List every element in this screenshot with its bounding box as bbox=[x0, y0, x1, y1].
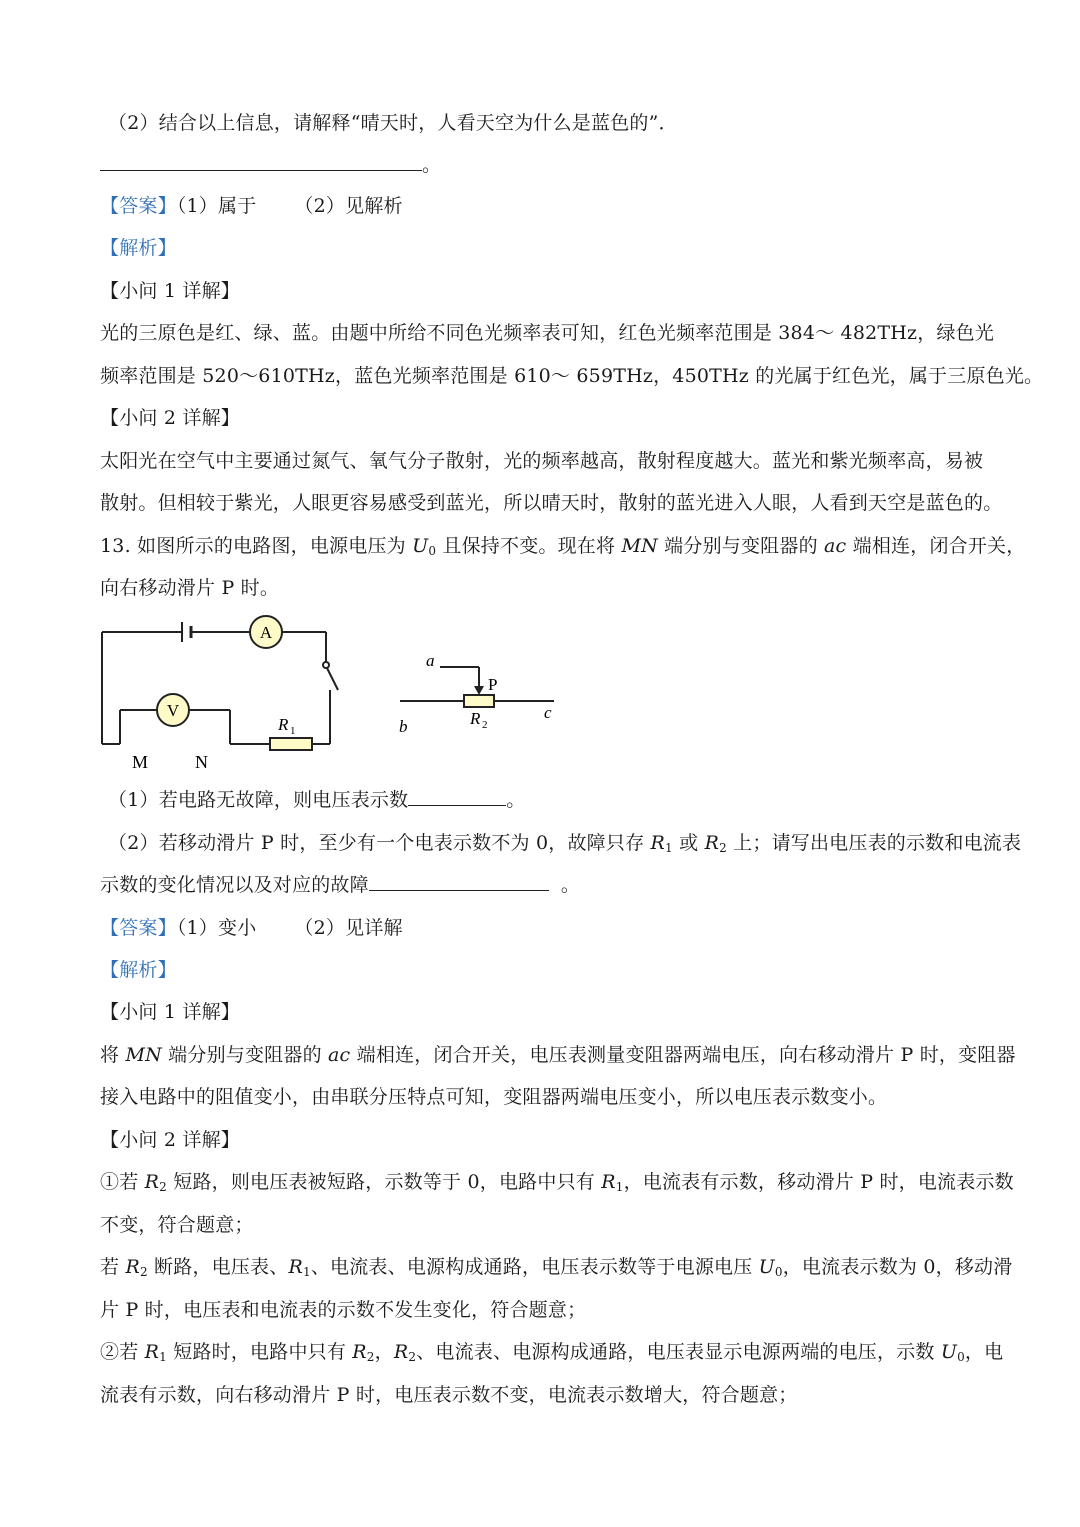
q13-answer-tag: 【答案】 bbox=[100, 917, 177, 939]
r1-label: R bbox=[278, 715, 289, 734]
q13-answer-part-2: （2）见详解 bbox=[294, 917, 403, 939]
ammeter-label: A bbox=[259, 623, 273, 642]
q13-d2-line-6: 流表有示数，向右移动滑片 P 时，电压表示数不变，电流表示数增大，符合题意； bbox=[100, 1384, 798, 1406]
answer-part-2: （2）见解析 bbox=[294, 195, 403, 217]
q13-d2-line-1: ①若 $R_2$ 短路，则电压表被短路，示数等于 0，电路中只有 $R_1$，电流表有示数，移动滑片 P 时，电流表示数 bbox=[100, 1171, 1014, 1194]
q13-analysis-tag: 【解析】 bbox=[100, 959, 177, 981]
q13-stem-line-2: 向右移动滑片 P 时。 bbox=[100, 577, 280, 599]
answer-blank bbox=[100, 150, 422, 171]
q13-d2-line-2: 不变，符合题意； bbox=[100, 1214, 254, 1236]
q13-answer-part-1: （1）变小 bbox=[176, 917, 257, 939]
r2-label: R bbox=[470, 709, 481, 728]
sub2-line-1: 太阳光在空气中主要通过氮气、氧气分子散射，光的频率越高，散射程度越大。蓝光和紫光频率高，易被 bbox=[100, 450, 984, 472]
terminal-m-label: M bbox=[132, 752, 149, 772]
q13-sub2-question-line-1: （2）若移动滑片 P 时，至少有一个电表示数不为 0，故障只存 $R_1$ 或 $R_2$ 上；请写出电压表的示数和电流表 bbox=[108, 832, 1022, 855]
analysis-tag: 【解析】 bbox=[100, 237, 177, 259]
rheostat-terminal-a: a bbox=[426, 651, 435, 670]
q13-d2-title: 【小问 2 详解】 bbox=[100, 1129, 240, 1151]
q13-d2-line-3: 若 $R_2$ 断路，电压表、$R_1$、电流表、电源构成通路，电压表示数等于电源电压 $U_0$，电流表示数为 0，移动滑 bbox=[100, 1256, 1013, 1279]
q13-answer-line bbox=[100, 913, 990, 943]
sub1-line-1: 光的三原色是红、绿、蓝。由题中所给不同色光频率表可知，红色光频率范围是 384～ 482THz，绿色光 bbox=[100, 322, 995, 344]
slider-p-label: P bbox=[488, 675, 498, 694]
rheostat-terminal-b: b bbox=[399, 717, 408, 736]
sub2-title: 【小问 2 详解】 bbox=[100, 407, 240, 429]
slider-arrow bbox=[474, 686, 484, 695]
rheostat-r2-symbol bbox=[464, 695, 494, 707]
resistor-r1-symbol bbox=[270, 738, 312, 750]
q13-d2-line-4: 片 P 时，电压表和电流表的示数不发生变化，符合题意； bbox=[100, 1299, 587, 1321]
question-2-text: （2）结合以上信息，请解释“晴天时，人看天空为什么是蓝色的”． bbox=[108, 112, 678, 134]
q13-d1-line-2: 接入电路中的阻值变小，由串联分压特点可知，变阻器两端电压变小，所以电压表示数变小。 bbox=[100, 1086, 888, 1108]
q13-d1-line-1: 将 MN 端分别与变阻器的 ac 端相连，闭合开关，电压表测量变阻器两端电压，向右移动滑片 P 时，变阻器 bbox=[100, 1044, 1016, 1066]
q13-sub2-question-line-2: 示数的变化情况以及对应的故障 。 bbox=[100, 870, 990, 900]
answer-part-1: （1）属于 bbox=[176, 195, 257, 217]
sub2-line-2: 散射。但相较于紫光，人眼更容易感受到蓝光，所以晴天时，散射的蓝光进入人眼，人看到天空是蓝色的。 bbox=[100, 492, 1003, 514]
q13-d2-line-5: ②若 $R_1$ 短路时，电路中只有 $R_2$，$R_2$、电流表、电源构成通路，电压表显示电源两端的电压，示数 $U_0$，电 bbox=[100, 1341, 1004, 1364]
q13-sub1-question: （1）若电路无故障，则电压表示数 。 bbox=[108, 785, 998, 815]
answer-blank-line: 。 bbox=[100, 150, 990, 180]
q13-sub2-blank bbox=[369, 870, 549, 891]
answer-tag: 【答案】 bbox=[100, 195, 177, 217]
voltmeter-label: V bbox=[166, 701, 180, 720]
switch-pivot bbox=[323, 662, 329, 668]
q13-sub1-blank bbox=[408, 785, 506, 806]
circuit-diagram bbox=[90, 610, 570, 780]
sub1-title: 【小问 1 详解】 bbox=[100, 280, 240, 302]
sub1-line-2: 频率范围是 520～610THz，蓝色光频率范围是 610～ 659THz，450THz 的光属于红色光，属于三原色光。 bbox=[100, 365, 1044, 387]
answer-line bbox=[100, 191, 990, 221]
q13-stem-line-1: 13. 如图所示的电路图，电源电压为 $U_0$ 且保持不变。现在将 MN 端分别与变阻器的 ac 端相连，闭合开关， bbox=[100, 535, 1026, 558]
switch-blade bbox=[327, 668, 338, 690]
r2-label-sub: 2 bbox=[482, 719, 488, 731]
terminal-n-label: N bbox=[195, 752, 208, 772]
q13-d1-title: 【小问 1 详解】 bbox=[100, 1001, 240, 1023]
r1-label-sub: 1 bbox=[290, 725, 296, 737]
rheostat-terminal-c: c bbox=[544, 703, 552, 722]
